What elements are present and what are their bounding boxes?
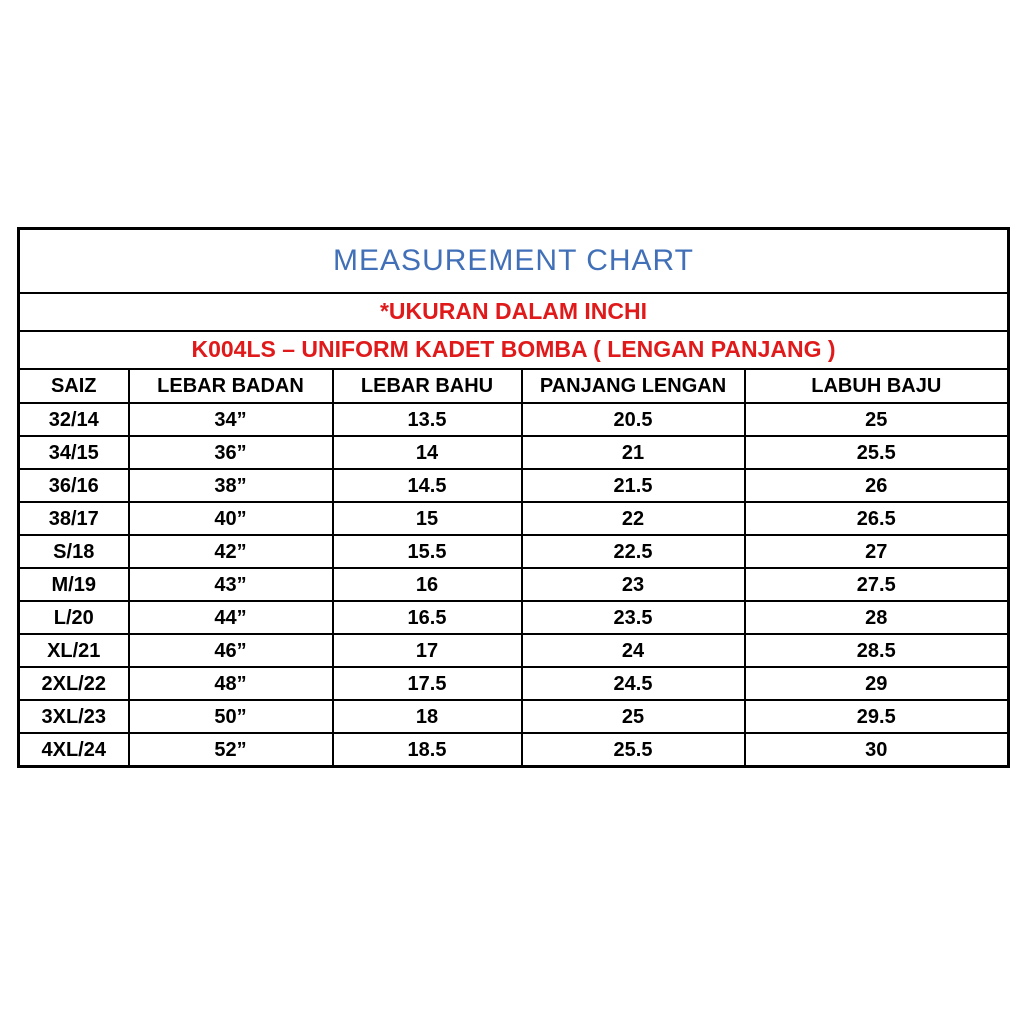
table-cell: 25.5 [745, 436, 1009, 469]
table-cell: 21.5 [522, 469, 745, 502]
table-cell: 32/14 [19, 403, 129, 436]
table-cell: 17.5 [333, 667, 522, 700]
table-cell: 46” [129, 634, 333, 667]
table-cell: 25 [522, 700, 745, 733]
table-cell: 18.5 [333, 733, 522, 767]
table-cell: 24 [522, 634, 745, 667]
table-cell: 21 [522, 436, 745, 469]
table-cell: 28.5 [745, 634, 1009, 667]
column-header-lebar-bahu: LEBAR BAHU [333, 369, 522, 403]
table-cell: 4XL/24 [19, 733, 129, 767]
table-cell: 14 [333, 436, 522, 469]
table-cell: 28 [745, 601, 1009, 634]
table-cell: 23.5 [522, 601, 745, 634]
table-cell: 42” [129, 535, 333, 568]
table-cell: 2XL/22 [19, 667, 129, 700]
column-header-panjang-lengan: PANJANG LENGAN [522, 369, 745, 403]
table-cell: 16 [333, 568, 522, 601]
table-cell: 25 [745, 403, 1009, 436]
table-cell: 16.5 [333, 601, 522, 634]
table-cell: XL/21 [19, 634, 129, 667]
product-row [19, 331, 1009, 369]
table-cell: 36” [129, 436, 333, 469]
measurement-chart-table [17, 227, 1010, 768]
table-cell: 38” [129, 469, 333, 502]
table-row [19, 535, 1009, 568]
table-cell: 36/16 [19, 469, 129, 502]
table-row [19, 436, 1009, 469]
table-cell: 44” [129, 601, 333, 634]
table-cell: 22 [522, 502, 745, 535]
table-cell: 15 [333, 502, 522, 535]
table-row [19, 568, 1009, 601]
table-row [19, 403, 1009, 436]
table-cell: 27.5 [745, 568, 1009, 601]
table-cell: 27 [745, 535, 1009, 568]
table-cell: 17 [333, 634, 522, 667]
table-cell: 40” [129, 502, 333, 535]
chart-title: MEASUREMENT CHART [19, 229, 1009, 294]
table-row [19, 502, 1009, 535]
table-header-row [19, 369, 1009, 403]
note-row [19, 293, 1009, 331]
table-cell: M/19 [19, 568, 129, 601]
table-cell: 13.5 [333, 403, 522, 436]
table-cell: 15.5 [333, 535, 522, 568]
table-row [19, 700, 1009, 733]
table-cell: 34” [129, 403, 333, 436]
table-cell: 20.5 [522, 403, 745, 436]
table-cell: 3XL/23 [19, 700, 129, 733]
product-line: K004LS – UNIFORM KADET BOMBA ( LENGAN PANJANG ) [19, 331, 1009, 369]
table-cell: 29 [745, 667, 1009, 700]
table-cell: 26 [745, 469, 1009, 502]
table-cell: 26.5 [745, 502, 1009, 535]
column-header-saiz: SAIZ [19, 369, 129, 403]
table-row [19, 469, 1009, 502]
title-row [19, 229, 1009, 294]
table-cell: 18 [333, 700, 522, 733]
table-cell: 30 [745, 733, 1009, 767]
column-header-lebar-badan: LEBAR BADAN [129, 369, 333, 403]
table-cell: 23 [522, 568, 745, 601]
table-cell: 24.5 [522, 667, 745, 700]
table-cell: 25.5 [522, 733, 745, 767]
column-header-labuh-baju: LABUH BAJU [745, 369, 1009, 403]
units-note: *UKURAN DALAM INCHI [19, 293, 1009, 331]
table-cell: 34/15 [19, 436, 129, 469]
table-cell: 50” [129, 700, 333, 733]
table-row [19, 634, 1009, 667]
table-cell: L/20 [19, 601, 129, 634]
table-cell: 29.5 [745, 700, 1009, 733]
table-cell: 43” [129, 568, 333, 601]
table-cell: 22.5 [522, 535, 745, 568]
table-cell: 38/17 [19, 502, 129, 535]
table-cell: 14.5 [333, 469, 522, 502]
table-row [19, 601, 1009, 634]
size-table-body [19, 403, 1009, 767]
table-cell: 52” [129, 733, 333, 767]
table-row [19, 733, 1009, 767]
table-cell: 48” [129, 667, 333, 700]
table-cell: S/18 [19, 535, 129, 568]
table-row [19, 667, 1009, 700]
